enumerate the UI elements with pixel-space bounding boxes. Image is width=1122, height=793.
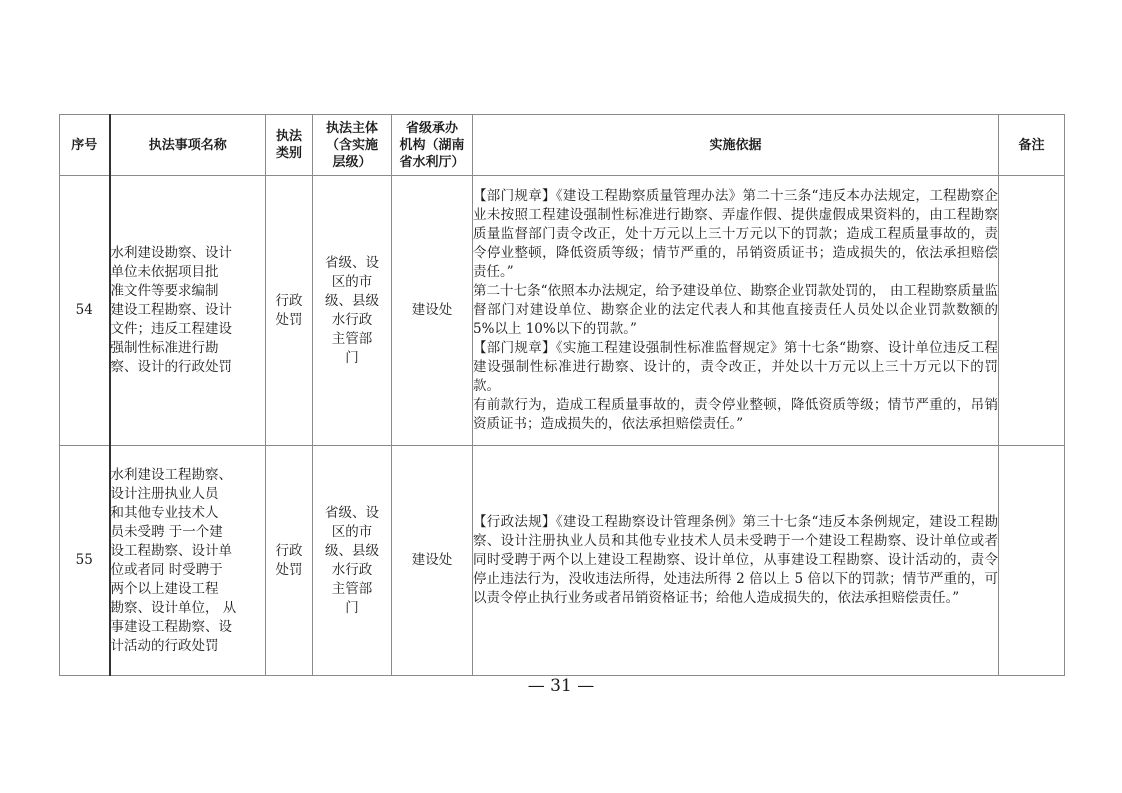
remark — [999, 446, 1065, 676]
header-category-line: 执法 — [275, 129, 302, 144]
item-name-line: 水利建设工程勘察、 — [110, 466, 232, 483]
basis-paragraph: 【行政法规】《建设工程勘察设计管理条例》第三十七条“违反本条例规定，建设工程勘察、设计注册执业人员和其他专业技术人员未受聘于一个建设工程勘察、设计单位或者同时受聘于两个以上建设工程勘察、设计单位，从事建设工程勘察、设计活动的，责令停止违法行为，没收违法所得，处违法所得 2 倍以上 5 倍以下的罚款；情节严重的，可以责令停止执行业务或者吊销资格证书；给他人造成损失的，依法承担赔偿责任。” — [473, 514, 998, 606]
agency: 建设处 — [392, 446, 473, 676]
item-name-line: 单位未依据项目批 — [110, 264, 219, 280]
implementation-basis — [473, 176, 999, 446]
basis-paragraph: 【部门规章】《建设工程勘察质量管理办法》第二十三条“违反本办法规定，工程勘察企业未按照工程建设强制性标准进行勘察、弄虚作假、提供虚假成果资料的，由工程勘察质量监督部门责令改正，处十万元以上三十万元以下的罚款；造成工程质量事故的，责令停业整顿，降低资质等级；情节严重的，吊销资质证书；造成损失的，依法承担赔偿责任。” — [473, 188, 998, 280]
subject-line: 区的市 — [331, 273, 373, 290]
row-number: 55 — [60, 446, 110, 676]
item-name — [110, 176, 266, 446]
item-name-line: 设工程勘察、设计单 — [110, 542, 232, 559]
header-row — [60, 115, 1065, 176]
header-agency — [392, 115, 473, 176]
header-agency-line: 省水利厅） — [399, 154, 465, 170]
subject-line: 水行政 — [331, 561, 373, 578]
category-line: 处罚 — [275, 311, 303, 328]
header-subject-line: 层级） — [332, 154, 372, 170]
item-name — [110, 446, 266, 676]
table-row — [60, 446, 1065, 676]
category-line: 处罚 — [275, 561, 303, 578]
enforcement-category — [266, 446, 313, 676]
header-subject — [313, 115, 392, 176]
category-line: 行政 — [275, 542, 303, 559]
item-name-line: 强制性标准进行勘 — [110, 340, 219, 356]
basis-paragraph: 第二十七条“依照本办法规定，给予建设单位、勘察企业罚款处罚的， 由工程勘察质量监督部门对建设单位、勘察企业的法定代表人和其他直接责任人员处以企业罚款数额的 5%以上 10%以下的罚款。” — [473, 283, 998, 337]
subject-line: 门 — [345, 599, 359, 616]
header-category — [266, 115, 313, 176]
item-name-line: 准文件等要求编制 — [110, 283, 219, 299]
basis-paragraph: 有前款行为，造成工程质量事故的，责令停业整顿，降低资质等级；情节严重的，吊销资质证书；造成损失的，依法承担赔偿责任。” — [473, 397, 998, 432]
basis-paragraph: 【部门规章】《实施工程建设强制性标准监督规定》第十七条“勘察、设计单位违反工程建设强制性标准进行勘察、设计的，责令改正，并处以十万元以上三十万元以下的罚款。 — [473, 340, 998, 394]
header-agency-line: 省级承办 — [405, 120, 458, 136]
agency: 建设处 — [392, 176, 473, 446]
item-name-line: 文件；违反工程建设 — [110, 321, 232, 337]
table-row — [60, 176, 1065, 446]
enforcement-category — [266, 176, 313, 446]
item-name-line: 位或者同 时受聘于 — [110, 561, 223, 578]
subject-line: 区的市 — [331, 523, 373, 540]
header-subject-line: 执法主体 — [325, 120, 378, 136]
subject-line: 门 — [345, 349, 359, 366]
subject-line: 省级、设 — [325, 254, 379, 271]
item-name-line: 水利建设勘察、设计 — [110, 245, 232, 261]
header-subject-line: （含实施 — [325, 137, 378, 153]
item-name-line: 事建设工程勘察、设 — [110, 618, 232, 635]
header-number: 序号 — [60, 115, 110, 176]
header-basis: 实施依据 — [473, 115, 999, 176]
enforcement-subject — [313, 176, 392, 446]
item-name-line: 勘察、设计单位， 从 — [110, 599, 237, 616]
implementation-basis — [473, 446, 999, 676]
enforcement-subject — [313, 446, 392, 676]
item-name-line: 和其他专业技术人 — [110, 504, 219, 521]
subject-line: 省级、设 — [325, 504, 379, 521]
remark — [999, 176, 1065, 446]
subject-line: 水行政 — [331, 311, 373, 328]
page-number: — 31 — — [527, 676, 595, 696]
header-remark: 备注 — [999, 115, 1065, 176]
row-number: 54 — [60, 176, 110, 446]
header-agency-line: 机构（湖南 — [399, 137, 465, 153]
item-name-line: 计活动的行政处罚 — [110, 637, 219, 654]
item-name-line: 两个以上建设工程 — [110, 580, 219, 597]
subject-line: 级、县级 — [325, 542, 379, 559]
item-name-line: 察、设计的行政处罚 — [110, 359, 232, 375]
item-name-line: 员未受聘 于一个建 — [110, 523, 223, 540]
header-item-name: 执法事项名称 — [110, 115, 266, 176]
subject-line: 主管部 — [331, 330, 373, 347]
subject-line: 级、县级 — [325, 292, 379, 309]
subject-line: 主管部 — [331, 580, 373, 597]
item-name-line: 建设工程勘察、设计 — [110, 302, 232, 318]
item-name-line: 设计注册执业人员 — [110, 485, 219, 502]
header-category-line: 类别 — [275, 146, 302, 161]
category-line: 行政 — [275, 292, 303, 309]
enforcement-table — [59, 114, 1065, 676]
